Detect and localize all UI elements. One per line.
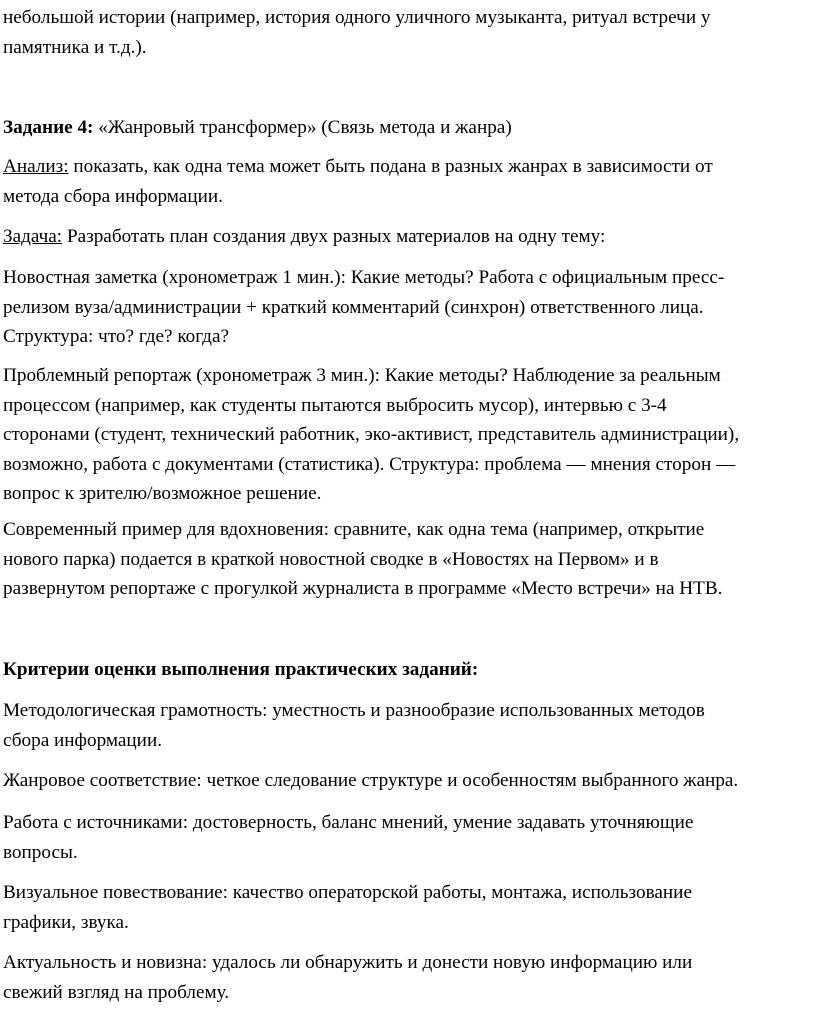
problem-report-line-2: процессом (например, как студенты пытаются выбросить мусор), интервью с 3-4 [3,394,667,416]
problem-report-line-1: Проблемный репортаж (хронометраж 3 мин.): Какие методы? Наблюдение за реальным [3,365,721,386]
news-note-line-1: Новостная заметка (хронометраж 1 мин.): Какие методы? Работа с официальным пресс- [3,267,725,288]
example-line-2: нового парка) подается в краткой новостной сводке в «Новостях на Первом» и в [3,548,659,570]
criteria-item-line-2: свежий взгляд на проблему. [3,981,230,1003]
intro-line-1: небольшой истории (например, история одного уличного музыканта, ритуал встречи у [3,7,711,28]
problem-report-line-5: вопрос к зрителю/возможное решение. [3,483,322,504]
example-line-1: Современный пример для вдохновения: сравните, как одна тема (например, открытие [3,519,705,540]
task4-title: «Жанровый трансформер» (Связь метода и жанра) [93,117,512,138]
intro-paragraph [3,3,710,62]
objective-text: Разработать план создания двух разных материалов на одну тему: [62,226,606,247]
analysis-line-2: метода сбора информации. [3,185,223,207]
criteria-item-line-2: графики, звука. [3,911,129,933]
criteria-heading: Критерии оценки выполнения практических заданий: [3,659,479,680]
analysis-label: Анализ: [3,156,69,177]
news-note-paragraph [3,263,724,352]
criteria-item [3,808,693,867]
analysis-line-1: показать, как одна тема может быть подана в разных жанрах в зависимости от [68,156,713,177]
criteria-item [3,948,692,1007]
problem-report-paragraph [3,361,739,509]
criteria-item [3,878,692,937]
example-line-3: развернутом репортаже с прогулкой журналиста в программе «Место встречи» на НТВ. [3,578,723,599]
criteria-item-line-1: Жанровое соответствие: четкое следование структуре и особенностям выбранного жанра. [3,770,739,791]
task4-label: Задание 4: [3,117,94,138]
task4-heading [3,113,512,143]
criteria-item [3,696,705,755]
criteria-item-line-1: Актуальность и новизна: удалось ли обнаружить и донести новую информацию или [3,952,693,973]
criteria-item-line-1: Методологическая грамотность: уместность и разнообразие использованных методов [3,700,705,721]
objective-label: Задача: [3,226,63,247]
criteria-item-line-1: Работа с источниками: достоверность, баланс мнений, умение задавать уточняющие [3,812,694,833]
analysis-paragraph [3,152,713,211]
objective-paragraph [3,222,605,252]
criteria-item [3,766,738,796]
criteria-item-line-2: вопросы. [3,841,78,863]
criteria-item-line-2: сбора информации. [3,729,163,751]
intro-line-2: памятника и т.д.). [3,36,147,58]
problem-report-line-3: сторонами (студент, технический работник, эко-активист, представитель администрации), [3,424,740,445]
news-note-line-3: Структура: что? где? когда? [3,326,229,347]
problem-report-line-4: возможно, работа с документами (статистика). Структура: проблема — мнения сторон — [3,453,736,475]
example-paragraph [3,515,722,604]
criteria-item-line-1: Визуальное повествование: качество операторской работы, монтажа, использование [3,882,692,903]
news-note-line-2: релизом вуза/администрации + краткий комментарий (синхрон) ответственного лица. [3,296,704,318]
